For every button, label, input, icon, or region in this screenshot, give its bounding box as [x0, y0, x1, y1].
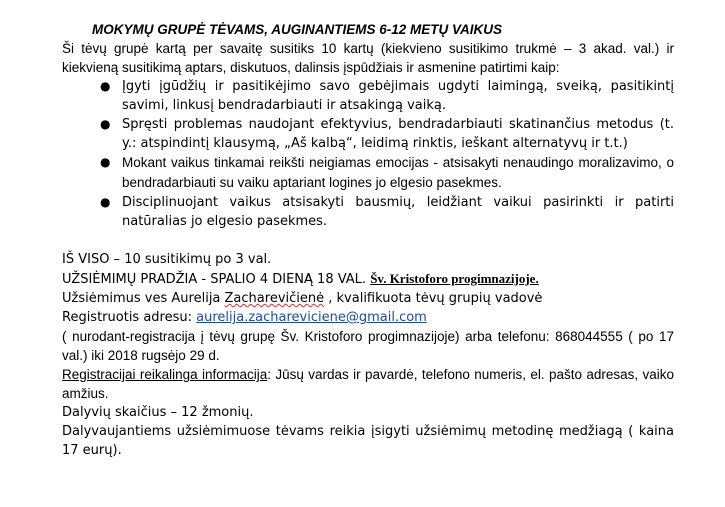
info-label: Registracijai reikalinga informacija [62, 367, 268, 382]
bullet-icon: ● [100, 155, 111, 169]
list-item [62, 115, 674, 153]
page-title: MOKYMŲ GRUPĖ TĖVAMS, AUGINANTIEMS 6-12 METŲ VAIKUS [92, 22, 503, 37]
bullet-icon: ● [100, 195, 111, 209]
materials-line: Dalyvaujantiems užsiėmimuose tėvams reikia įsigyti užsiėmimų metodinę medžiagą ( kaina 17 eurų). [62, 424, 674, 458]
register-line [62, 308, 674, 327]
leader-line [62, 289, 674, 308]
list-item [62, 193, 674, 231]
start-text: UŽSIĖMIMŲ PRADŽIA - SPALIO 4 DIENĄ 18 VAL. [62, 272, 371, 287]
list-item-text: Spręsti problemas naudojant efektyvius, bendradarbiauti skatinančius metodus (t. y.: atspindintį klausymą, „Aš kalbą“, leidimą rinktis, ieškant alternatyvų ir t.t.) [122, 117, 674, 151]
participants-line: Dalyvių skaičius – 12 žmonių. [62, 405, 254, 420]
document [62, 20, 674, 460]
bullet-list [62, 77, 674, 231]
email-link[interactable]: aurelija.zachareviciene@gmail.com [196, 310, 427, 325]
info-line [62, 365, 674, 403]
list-item-text: Įgyti įgūdžių ir pasitikėjimo savo gebėjimais ugdyti laimingą, sveiką, pasitikintį savimi, linkusį bendradarbiauti ir atsakingą vaiką. [122, 79, 674, 113]
list-item-text: Disciplinuojant vaikus atsisakyti bausmių, leidžiant vaikui pasirinkti ir patirti natūralias jo elgesio pasekmes. [122, 195, 674, 229]
start-place: Šv. Kristoforo progimnazijoje. [370, 271, 539, 286]
register-label: Registruotis adresu: [62, 310, 197, 325]
bullet-icon: ● [100, 79, 111, 93]
leader-prefix: Užsiėmimus ves Aurelija [62, 291, 225, 306]
list-item [62, 77, 674, 115]
start-line [62, 269, 674, 289]
register-note: ( nurodant-registracija į tėvų grupę Šv. Kristoforo progimnazijoje) arba telefonu: 868044555 ( po 17 val.) iki 2018 rugsėjo 29 d. [62, 329, 674, 363]
bullet-icon: ● [100, 117, 111, 131]
spacer [62, 231, 674, 250]
intro-paragraph: Ši tėvų grupė kartą per savaitę susitiks 10 kartų (kiekvieno susitikimo trukmė – 3 akad. val.) ir kiekvieną susitikimą aptars, diskutuos, dalinsis įspūdžiais ir asmenine patirtimi kaip: [62, 41, 674, 75]
leader-suffix: , kvalifikuota tėvų grupių vadovė [324, 291, 543, 306]
list-item [62, 153, 674, 193]
info-text: : Jūsų vardas ir pavardė, telefono numeris, el. pašto adresas, vaiko amžius. [62, 367, 674, 401]
leader-name: Zacharevičienė [224, 291, 325, 306]
list-item-text: Mokant vaikus tinkamai reikšti neigiamas emocijas - atsisakyti nenaudingo moralizavimo, o bendradarbiauti su vaiku aptariant logines jo elgesio pasekmes. [122, 155, 674, 190]
total-line: IŠ VISO – 10 susitikimų po 3 val. [62, 252, 272, 267]
